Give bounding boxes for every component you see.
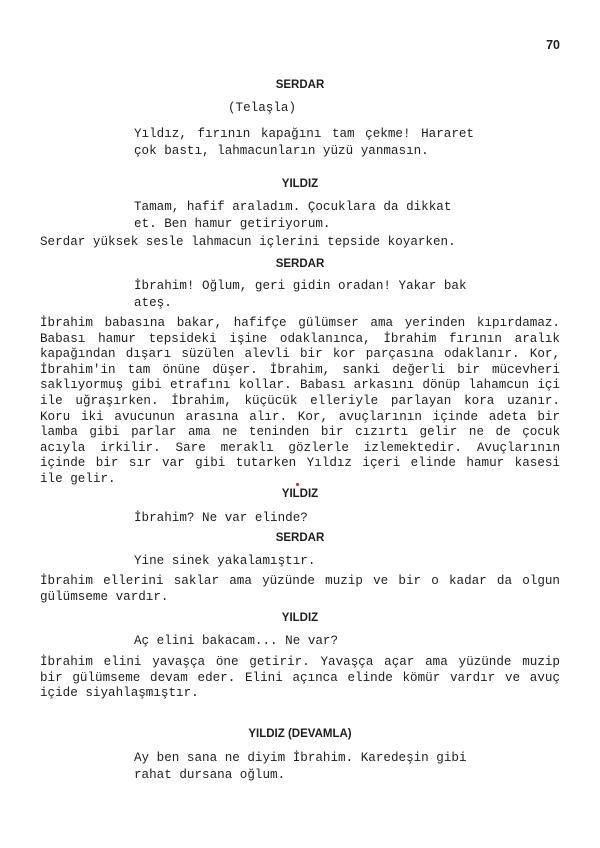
action-paragraph: İbrahim ellerini saklar ama yüzünde muzip ve bir o kadar da olgun gülümseme vardır. <box>40 574 560 604</box>
character-name: SERDAR <box>275 532 325 544</box>
character-name: YILDIZ <box>281 178 319 190</box>
character-name: SERDAR <box>275 79 325 91</box>
red-mark-dot <box>296 483 299 486</box>
dialogue: Ay ben sana ne diyim İbrahim. Karedeşin gibi rahat dursana oğlum. <box>134 751 467 782</box>
dialogue: Tamam, hafif araladım. Çocuklara da dikkat et. Ben hamur getiriyorum. <box>134 200 452 231</box>
character-name: YILDIZ (DEVAMLA) <box>248 728 352 740</box>
character-name: SERDAR <box>275 258 325 270</box>
dialogue: İbrahim! Oğlum, geri gidin oradan! Yakar bak ateş. <box>134 279 467 310</box>
dialogue: İbrahim? Ne var elinde? <box>134 511 308 525</box>
action-line: Serdar yüksek sesle lahmacun içlerini tepside koyarken. <box>40 235 456 249</box>
parenthetical: (Telaşla) <box>228 101 297 115</box>
action-paragraph: İbrahim babasına bakar, hafifçe gülümser ama yerinden kıpırdamaz. Babası hamur tepsideki işine odaklanınca, İbrahim fırının aralık kapağından dışarı süzülen alevli bir kor parçasına odaklanır. Kor, İbrahim'in tam önüne düşer. İbrahim, sanki değerli bir mücevheri saklıyormuş gibi etrafını kollar. Babası arkasını dönüp lahamcun içi ile uğraşırken. İbrahim, küçücük elleriyle parlayan kora uzanır. Koru iki avucunun arasına alır. Kor, avuçlarının içinde adeta bir lamba gibi parlar ama ne teninden bir cızırtı gelir ne de çocuk acıyla irkilir. Sare meraklı gözlerle izlemektedir. Avuçlarının içinde bir sır var gibi tutarken Yıldız içeri elinde hamur kasesi ile gelir. <box>40 316 560 486</box>
character-name: YILDIZ <box>281 612 319 624</box>
page-number: 70 <box>546 38 560 52</box>
dialogue: Aç elini bakacam... Ne var? <box>134 634 339 648</box>
dialogue: Yıldız, fırının kapağını tam çekme! Hararet çok bastı, lahmacunların yüzü yanmasın. <box>134 127 474 158</box>
dialogue: Yine sinek yakalamıştır. <box>134 554 316 568</box>
character-name: YILDIZ <box>281 488 319 500</box>
action-paragraph: İbrahim elini yavaşça öne getirir. Yavaşça açar ama yüzünde muzip bir gülümseme devam eder. Elini açınca elinde kömür vardır ve avuç içide siyahlaşmıştır. <box>40 655 560 701</box>
